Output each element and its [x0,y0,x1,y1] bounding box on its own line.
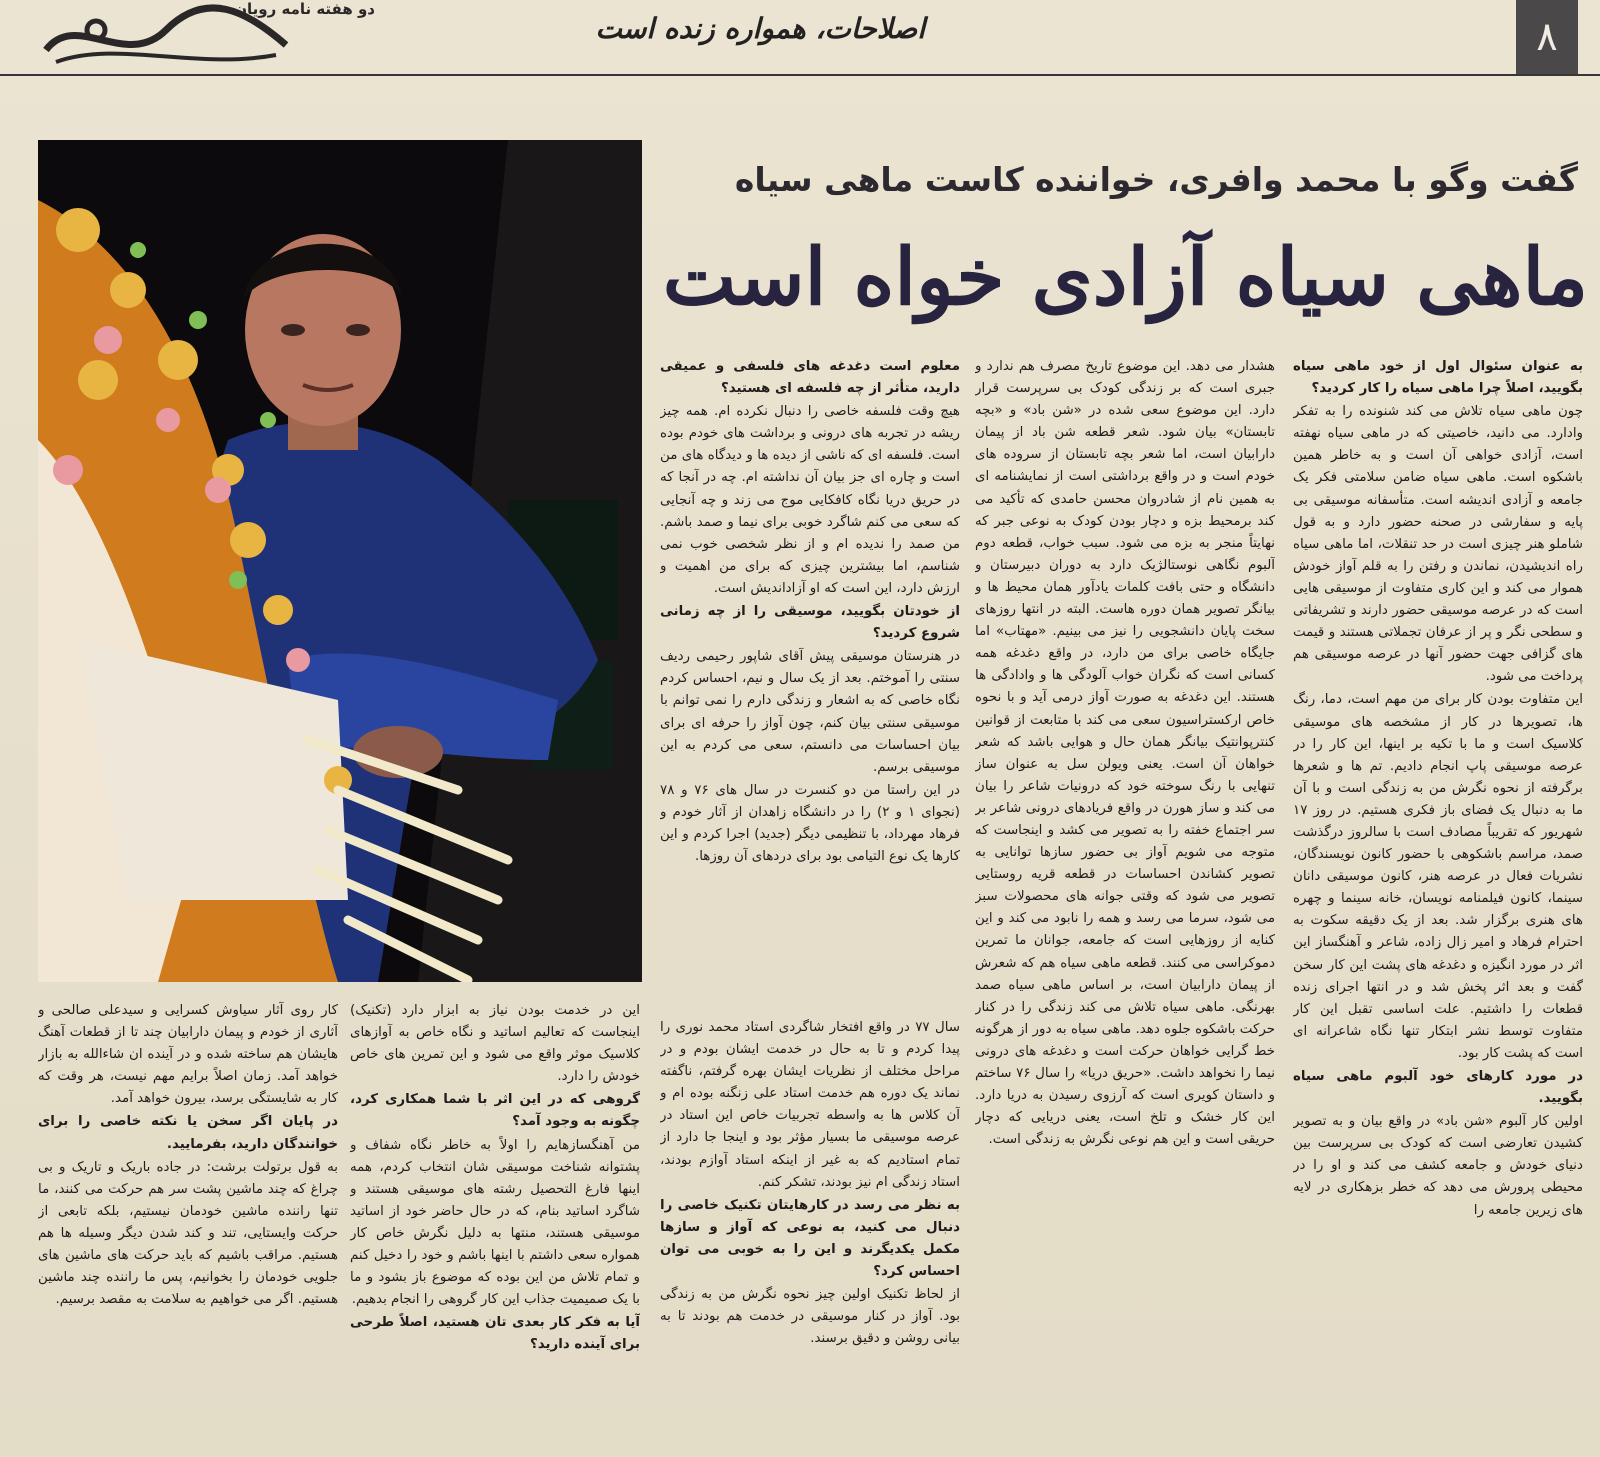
interview-answer: کار روی آثار سیاوش کسرایی و سیدعلی صالحی و آثاری از خودم و پیمان دارابیان چند تا از قطعات آهنگ هایشان هم ساخته شده و در آینده ان شاءالله به بازار خواهد آمد. زمان اصلاً برایم مهم نیست، هر وقت که کار به شایستگی برسد، بیرون خواهد آمد. [38,1003,338,1107]
interview-answer: در این راستا من دو کنسرت در سال های ۷۶ و ۷۸ (نجوای ۱ و ۲) را در دانشگاه زاهدان از آثار خودم و فرهاد مهرداد، با تنظیمی دیگر (جدید) اجرا کردم و این کارها یک نوع التیامی بود برای دردهای آن روزها. [660,782,960,865]
interview-question: از خودتان بگویید، موسیقی را از چه زمانی شروع کردید؟ [660,604,960,642]
article-kicker: گفت وگو با محمد وافری، خواننده کاست ماهی سیاه [734,160,1578,199]
interview-question: گروهی که در این اثر با شما همکاری کرد، چگونه به وجود آمد؟ [350,1092,640,1130]
interview-question: به عنوان سئوال اول از خود ماهی سیاه بگویید، اصلاً چرا ماهی سیاه را کار کردید؟ [1293,359,1583,397]
text-column-4 [350,1000,640,1452]
interview-answer: من آهنگسازهایم را اولاً به خاطر نگاه شفاف و پشتوانه شناخت موسیقی شان انتخاب کردم، همه اینها فارغ التحصیل رشته های موسیقی هستند و شاگرد اساتید بنام، که در حال حاضر خود از اساتید موسیقی هستند، منتها به دلیل نگرش خاص کار همواره سعی داشتم با اینها باشم و خود را دخیل کنم و تمام تلاش من این بوده که موضوع باز بشود و ما با یک صمیمیت جذاب این کار گروهی را انجام بدهیم. [350,1137,640,1308]
interview-photo [38,140,642,982]
interview-question: به نظر می رسد در کارهایتان تکنیک خاصی را دنبال می کنید، به نوعی که آواز و سازها مکمل یکدیگرند و این را به خوبی می توان احساس کرد؟ [660,1197,960,1280]
interview-answer: در هنرستان موسیقی پیش آقای شاپور رحیمی ردیف سنتی را آموختم. بعد از یک سال و نیم، احساس کردم نگاه خاصی که به اشعار و زندگی دارم را نمی توانم با موسیقی سنتی بیان کنم، چون آواز را حرفه ای برای بیان احساسات می دانستم، سعی می کردم به این موسیقی برسم. [660,649,960,775]
publication-name: دو هفته نامه رویان [234,0,375,18]
text-column-3-top [660,356,960,981]
interview-answer: چون ماهی سیاه تلاش می کند شنونده را به تفکر وادارد. می دانید، خاصیتی که در ماهی سیاه نهفته است، آزادی خواهی آن است و به خاطر همین باشکوه است. ماهی سیاه ضامن سلامتی فکر یک جامعه و آزادی اندیشه است. متأسفانه موسیقی بی پایه و سفارشی در صحنه حضور دارد و به قول شاملو هنر چیزی است در حد تنقلات، اما ماهی سیاه راه اندیشیدن، نماندن و رفتن را به قلم آواز خودش هموار می کند و این کاری متفاوت از موسیقی هایی است که در عرصه موسیقی حضور دارند و تشریفاتی و سطحی نگر و پر از عرفان تجملاتی هستند و قیمت های گزافی جهت حضور آنها در عرصه موسیقی هم پرداخت می شود. [1293,404,1583,685]
running-title: اصلاحات، همواره زنده است [595,12,925,45]
interview-question: معلوم است دغدغه های فلسفی و عمیقی دارید، متأثر از چه فلسفه ای هستید؟ [660,359,960,397]
interview-question: در مورد کارهای خود آلبوم ماهی سیاه بگویید. [1293,1069,1583,1107]
text-column-1 [1293,356,1583,1452]
interview-answer: سال ۷۷ در واقع افتخار شاگردی استاد محمد نوری را پیدا کردم و تا به حال در خدمت ایشان بودم و در مراحل مختلف از نظریات ایشان بهره گرفتم، ناگفته نماند یک دوره هم خدمت استاد علی زنگنه بوده ام و آن کلاس ها به واسطه تجربیات خاص این استاد در عرصه موسیقی ما بسیار مؤثر بود و اینجا جا دارد از تمام استادیم که به غیر از اینکه استاد آوازم بودند، استاد زندگی ام نیز بودند، تشکر کنم. [660,1020,960,1190]
text-column-2 [975,356,1275,1452]
text-column-3-bottom [660,1017,960,1452]
interview-answer: از لحاظ تکنیک اولین چیز نحوه نگرش من به زندگی بود. آواز در کنار موسیقی در خدمت هم بودند تا به بیانی روشن و دقیق برسند. [660,1287,960,1347]
page-number: ۸ [1516,0,1578,74]
interview-answer: این متفاوت بودن کار برای من مهم است، دما، رنگ ها، تصویرها در کار از مشخصه های موسیقی کلاسیک است و ما با تکیه بر اینها، این کار را در عرصه موسیقی پاپ انجام دادیم. تم ها و شعرها برگرفته از نحوه نگرش من به زندگی است و با آن ما به دنبال یک فضای باز فکری هستیم. در روز ۱۷ شهریور که تقریباً مصادف است با سالروز درگذشت صمد، مراسم باشکوهی با حضور کانون نویسندگان، نشریات فعال در عرصه هنر، کانون موسیقی دانان سینما، کانون فیلمنامه نویسان، خانه سینما و چهره های هنری برگزار شد. بعد از یک دقیقه سکوت به احترام فرهاد و امیر زال زاده، شاعر و آهنگساز این اثر در مورد انگیزه و دغدغه های پشت این کار سخن گفت و بعد اثر پخش شد و در انتها اجرای زنده قطعات را داشتیم. علت اساسی تقبل این کار متفاوت توسط نشر ابتکار تنها نگاه شاعرانه ای است که پشت کار بود. [1293,692,1583,1061]
interview-question: در پایان اگر سخن یا نکته خاصی را برای خوانندگان دارید، بفرمایید. [38,1114,338,1152]
interview-answer: هشدار می دهد. این موضوع تاریخ مصرف هم ندارد و جبری است که بر زندگی کودک بی سرپرست قرار دارد. این موضوع سعی شده در «شن باد» و «بچه تابستان» بیان شود. شعر قطعه شن باد از پیمان دارابیان است، اما شعر بچه تابستان از سروده های خودم است و در واقع برداشتی است از نمایشنامه ای به همین نام از شادروان محسن حامدی که تأکید می کند برمحیط بزه و دچار بودن کودک به نوعی جبر که نهایتاً منجر به بزه می شود. سبب خواب، قطعه دوم آلبوم نگاهی نوستالژیک دارد به دوران دبیرستان و دانشگاه و حتی بافت کلمات یادآور همان محیط ها و بیانگر تصویر همان دوره هاست. البته در انتها روزهای سخت پایان دانشجویی را نیز می بینیم. «مهتاب» اما جایگاه خاصی برای من دارد، در واقع دغدغه همه کسانی است که نگران خواب آلودگی ها و وادادگی ها هستند. این دغدغه به صورت آواز درمی آید و با نحوه خاص ارکستراسیون سعی می کند با متابعت از قوانین کنترپوانتیک بیانگر همان حال و هوایی باشد که شعر خواهان آن است. یعنی ویولن سل به عنوان ساز تنهایی با رنگ سوخته خود که درونیات شاعر را بیان می کند و ساز هورن در واقع فریادهای درونی شاعر بر سر اجتماع خفته را به تصویر می کشد و اینجاست که متوجه می شویم آواز بی حضور سازها توانایی به تصویر کشاندن احساسات در قطعه قریه روستایی تصویر می شود که وقتی جوانه های محصولات سبز می شود، سرما می رسد و همه را نابود می کند و این کنایه از روزهایی است که جامعه، جوانان ما تمرین دموکراسی می کنند. قطعه ماهی سیاه هم که شعرش از پیمان دارابیان است، بر اساس ماهی سیاه صمد بهرنگی. ماهی سیاه تلاش می کند زندگی را در کنار حرکت باشکوه جلوه دهد. ماهی سیاه به دور از هرگونه خط گرایی خواهان حرکت است و دغدغه های درونی نیما را نخواهد داشت. «حریق دریا» را سال ۷۶ ساختم و داستان کویری است که آرزوی رسیدن به دریا دارد. این کار خشک و تلخ است، یعنی دریایی که دچار حریقی است و این هم نوعی نگرش به زندگی است. [975,359,1275,1148]
interview-answer: اولین کار آلبوم «شن باد» در واقع بیان و به تصویر کشیدن تعارضی است که کودک بی سرپرست بین دنیای خودش و جامعه کشف می کند و او را در محیطی پرورش می دهد که خطر بزهکاری در لایه های زیرین جامعه را [1293,1114,1583,1218]
masthead [0,0,1600,76]
interview-question: آیا به فکر کار بعدی تان هستید، اصلاً طرحی برای آینده دارید؟ [350,1315,640,1353]
text-column-5 [38,1000,338,1452]
interview-answer: هیچ وقت فلسفه خاصی را دنبال نکرده ام. همه چیز ریشه در تجربه های درونی و برداشت های خودم بوده است. فلسفه ای که ناشی از دیده ها و دیدگاه های من است و چاره ای جز بیان آن نداشته ام. چه در آنجا که در حریق دریا نگاه کافکایی موج می زند و چه آنجایی که سعی می کنم شاگرد خوبی برای نیما و صمد باشم. من صمد را ندیده ام و از نظر شخصی خوب نمی شناسم، اما بیشترین چیزی که برای من اهمیت و ارزش دارد، این است که او آزاداندیش است. [660,404,960,596]
interview-answer: این در خدمت بودن نیاز به ابزار دارد (تکنیک) اینجاست که تعالیم اساتید و نگاه خاص به آوازهای کلاسیک موثر واقع می شود و این تمرین های خاص خودش را دارد. [350,1003,640,1085]
interview-answer: به قول برتولت برشت: در جاده باریک و تاریک و بی چراغ که چند ماشین پشت سر هم حرکت می کنند، ما تنها راننده ماشین خودمان نیستیم، بلکه تابعی از حرکت وایستایی، تند و کند شدن دیگر وسیله ها هم هستیم. مراقب باشیم که باید حرکت های ماشین های جلویی خودمان را بخوانیم، پس ما راننده چند ماشین هستیم. اگر می خواهیم به سلامت به مقصد برسیم. [38,1159,338,1308]
article-headline: ماهی سیاه آزادی خواه است [662,232,1588,323]
